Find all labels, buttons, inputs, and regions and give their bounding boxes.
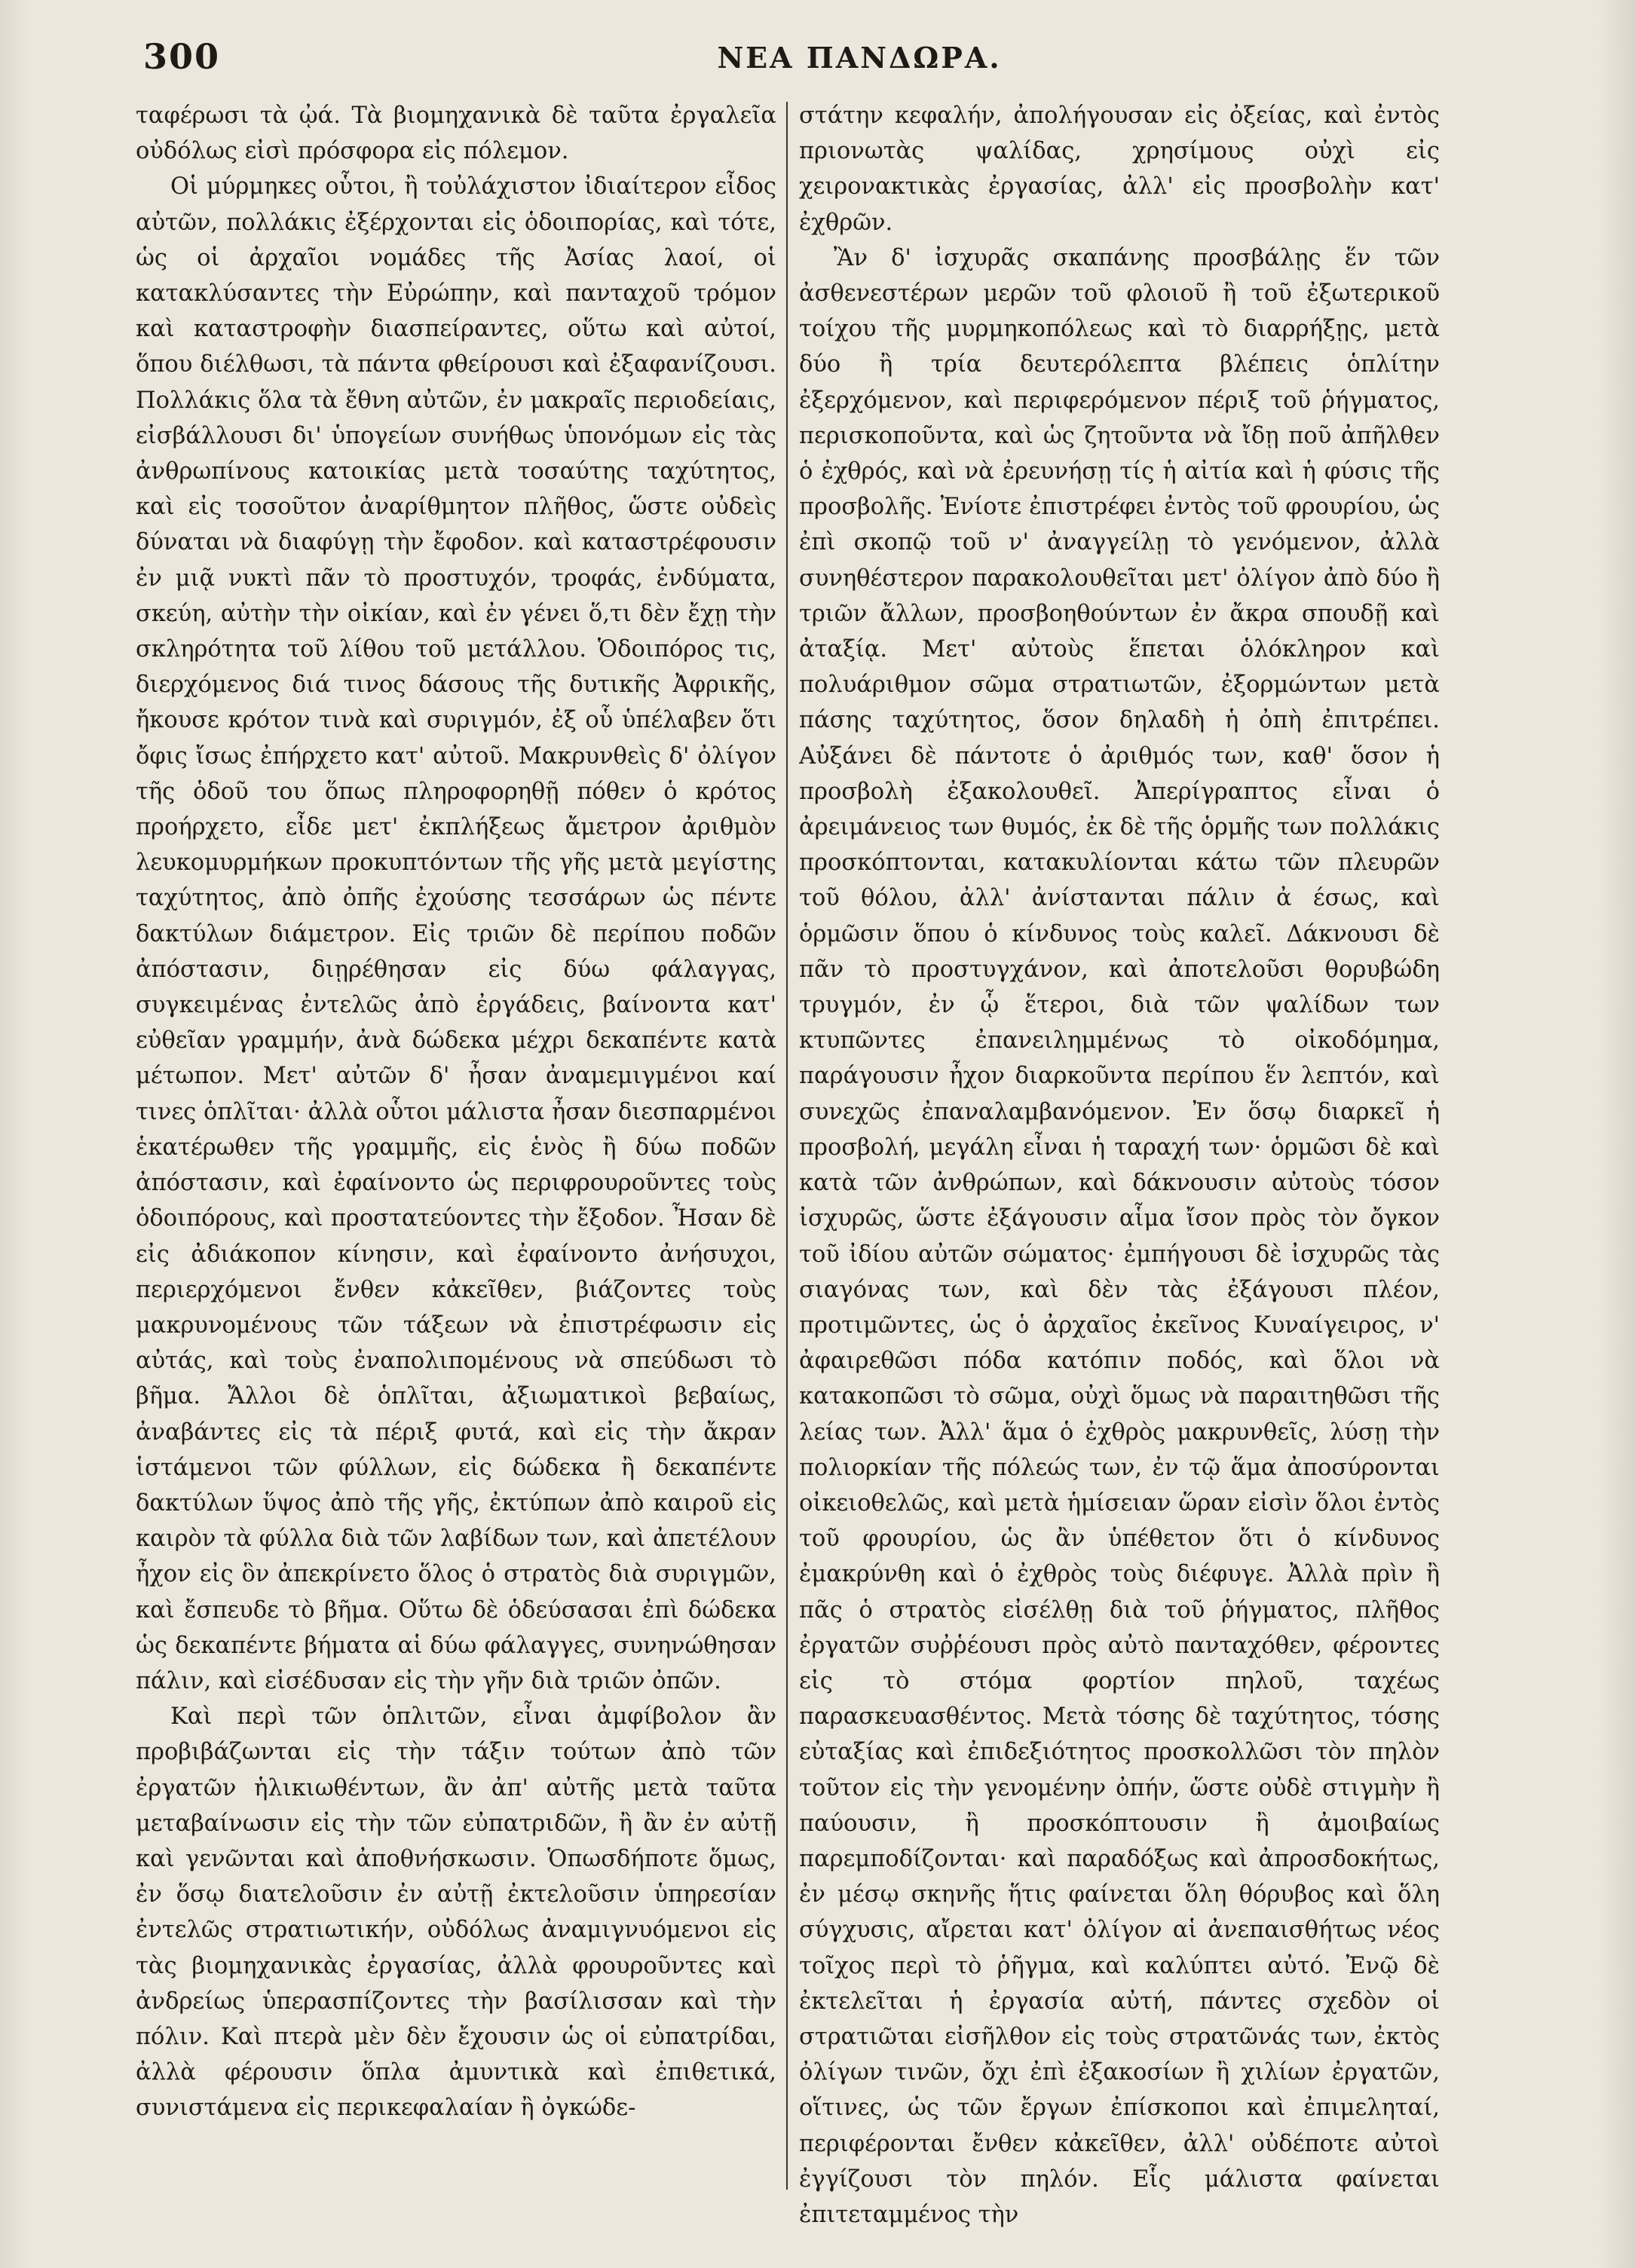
paragraph: Ἂν δ' ἰσχυρᾶς σκαπάνης προσβάλῃς ἕν τῶν ἀσθενεστέρων μερῶν τοῦ φλοιοῦ ἢ τοῦ ἐξωτερικοῦ τοίχου τῆς μυρμηκοπόλεως καὶ τὸ διαρρήξῃς, μετὰ δύο ἢ τρία δευτερόλεπτα βλέπεις ὁπλίτην ἐξερχόμενον, καὶ περιφερόμενον πέριξ τοῦ ῥήγματος, περισκοποῦντα, καὶ ὡς ζητοῦντα νὰ ἴδῃ ποῦ ἀπῆλθεν ὁ ἐχθρός, καὶ νὰ ἐρευνήσῃ τίς ἡ αἰτία καὶ ἡ φύσις τῆς προσβολῆς. Ἐνίοτε ἐπιστρέφει ἐντὸς τοῦ φρουρίου, ὡς ἐπὶ σκοπῷ τοῦ ν' ἀναγγείλῃ τὸ γενόμενον, ἀλλὰ συνηθέστερον παρακολουθεῖται μετ' ὀλίγον ἀπὸ δύο ἢ τριῶν ἄλλων, προσβοηθούντων ἐν ἄκρα σπουδῇ καὶ ἀταξίᾳ. Μετ' αὐτοὺς ἕπεται ὁλόκληρον καὶ πολυάριθμον σῶμα στρατιωτῶν, ἐξορμώντων μετὰ πάσης ταχύτητος, ὅσον δηλαδὴ ἡ ὀπὴ ἐπιτρέπει. Αὐξάνει δὲ πάντοτε ὁ ἀριθμός των, καθ' ὅσον ἡ προσβολὴ ἐξακολουθεῖ. Ἀπερίγραπτος εἶναι ὁ ἀρειμάνειος των θυμός, ἐκ δὲ τῆς ὁρμῆς των πολλάκις προσκόπτονται, κατακυλίονται κάτω τῶν πλευρῶν τοῦ θόλου, ἀλλ' ἀνίστανται πάλιν ἀ έσως, καὶ ὁρμῶσιν ὅπου ὁ κίνδυνος τοὺς καλεῖ. Δάκνουσι δὲ πᾶν τὸ προστυγχάνον, καὶ ἀποτελοῦσι θορυβώδη τρυγμόν, ἐν ᾧ ἕτεροι, διὰ τῶν ψαλίδων των κτυπῶντες ἐπανειλημμένως τὸ οἰκοδόμημα, παράγουσιν ἦχον διαρκοῦντα περίπου ἕν λεπτόν, καὶ συνεχῶς ἐπαναλαμβανόμενον. Ἐν ὅσῳ διαρκεῖ ἡ προσβολή, μεγάλη εἶναι ἡ ταραχή των· ὁρμῶσι δὲ καὶ κατὰ τῶν ἀνθρώπων, καὶ δάκνουσιν αὐτοὺς τόσον ἰσχυρῶς, ὥστε ἐξάγουσιν αἷμα ἴσον πρὸς τὸν ὄγκον τοῦ ἰδίου αὐτῶν σώματος· ἐμπήγουσι δὲ ἰσχυρῶς τὰς σιαγόνας των, καὶ δὲν τὰς ἐξάγουσι πλέον, προτιμῶντες, ὡς ὁ ἀρχαῖος ἐκεῖνος Κυναίγειρος, ν' ἀφαιρεθῶσι πόδα κατόπιν ποδός, καὶ ὅλοι νὰ κατακοπῶσι τὸ σῶμα, οὐχὶ ὅμως νὰ παραιτηθῶσι τῆς λείας των. Ἀλλ' ἅμα ὁ ἐχθρὸς μακρυνθεῖς, λύσῃ τὴν πολιορκίαν τῆς πόλεώς των, ἐν τῷ ἅμα ἀποσύρονται οἰκειοθελῶς, καὶ μετὰ ἡμίσειαν ὥραν εἰσὶν ὅλοι ἐντὸς τοῦ φρουρίου, ὡς ἂν ὑπέθετον ὅτι ὁ κίνδυνος ἐμακρύνθη καὶ ὁ ἐχθρὸς τοὺς διέφυγε. Ἀλλὰ πρὶν ἢ πᾶς ὁ στρατὸς εἰσέλθῃ διὰ τοῦ ῥήγματος, πλῆθος ἐργατῶν συῤῥέουσι πρὸς αὐτὸ πανταχόθεν, φέροντες εἰς τὸ στόμα φορτίον πηλοῦ, ταχέως παρασκευασθέντος. Μετὰ τόσης δὲ ταχύτητος, τόσης εὐταξίας καὶ ἐπιδεξιότητος προσκολλῶσι τὸν πηλὸν τοῦτον εἰς τὴν γενομένην ὀπήν, ὥστε οὐδὲ στιγμὴν ἢ παύουσιν, ἢ προσκόπτουσιν ἢ ἀμοιβαίως παρεμποδίζονται· καὶ παραδόξως καὶ ἀπροσδοκήτως, ἐν μέσῳ σκηνῆς ἥτις φαίνεται ὅλη θόρυβος καὶ ὅλη σύγχυσις, αἴρεται κατ' ὀλίγον αἱ ἀνεπαισθήτως νέος τοῖχος περὶ τὸ ῥῆγμα, καὶ καλύπτει αὐτό. Ἐνῷ δὲ ἐκτελεῖται ἡ ἐργασία αὐτή, πάντες σχεδὸν οἱ στρατιῶται εἰσῆλθον εἰς τοὺς στρατῶνάς των, ἐκτὸς ὀλίγων τινῶν, ὄχι ἐπὶ ἐξακοσίων ἢ χιλίων ἐργατῶν, οἵτινες, ὡς τῶν ἔργων ἐπίσκοποι καὶ ἐπιμεληταί, περιφέρονται ἔνθεν κἀκεῖθεν, ἀλλ' οὐδέποτε αὐτοὶ ἐγγίζουσι τὸν πηλόν. Εἷς μάλιστα φαίνεται ἐπιτεταμμένος τὴν [799,244,1440,2228]
page-header [143,36,1575,96]
column-divider [786,102,788,2190]
paragraph: Οἱ μύρμηκες οὗτοι, ἢ τοὐλάχιστον ἰδιαίτερον εἶδος αὐτῶν, πολλάκις ἐξέρχονται εἰς ὁδοιπορίας, καὶ τότε, ὡς οἱ ἀρχαῖοι νομάδες τῆς Ἀσίας λαοί, οἱ κατακλύσαντες τὴν Εὐρώπην, καὶ πανταχοῦ τρόμον καὶ καταστροφὴν διασπείραντες, οὕτω καὶ αὐτοί, ὅπου διέλθωσι, τὰ πάντα φθείρουσι καὶ ἐξαφανίζουσι. Πολλάκις ὅλα τὰ ἔθνη αὐτῶν, ἐν μακραῖς περιοδείαις, εἰσβάλλουσι δι' ὑπογείων συνήθως ὑπονόμων εἰς τὰς ἀνθρωπίνους κατοικίας μετὰ τοσαύτης ταχύτητος, καὶ εἰς τοσοῦτον ἀναρίθμητον πλῆθος, ὥστε οὐδεὶς δύναται νὰ διαφύγῃ τὴν ἔφοδον. καὶ καταστρέφουσιν ἐν μιᾷ νυκτὶ πᾶν τὸ προστυχόν, τροφάς, ἐνδύματα, σκεύη, αὐτὴν τὴν οἰκίαν, καὶ ἐν γένει ὅ,τι δὲν ἔχῃ τὴν σκληρότητα τοῦ λίθου τοῦ μετάλλου. Ὁδοιπόρος τις, διερχόμενος διά τινος δάσους τῆς δυτικῆς Ἀφρικῆς, ἤκουσε κρότον τινὰ καὶ συριγμόν, ἐξ οὗ ὑπέλαβεν ὅτι ὄφις ἴσως ἐπήρχετο κατ' αὐτοῦ. Μακρυνθεὶς δ' ὀλίγον τῆς ὁδοῦ του ὅπως πληροφορηθῇ πόθεν ὁ κρότος προήρχετο, εἶδε μετ' ἐκπλήξεως ἄμετρον ἀριθμὸν λευκομυρμήκων προκυπτόντων τῆς γῆς μετὰ μεγίστης ταχύτητος, ἀπὸ ὀπῆς ἐχούσης τεσσάρων ὡς πέντε δακτύλων διάμετρον. Εἰς τριῶν δὲ περίπου ποδῶν ἀπόστασιν, διῃρέθησαν εἰς δύω φάλαγγας, συγκειμένας ἐντελῶς ἀπὸ ἐργάδεις, βαίνοντα κατ' εὐθεῖαν γραμμήν, ἀνὰ δώδεκα μέχρι δεκαπέντε κατὰ μέτωπον. Μετ' αὐτῶν δ' ἦσαν ἀναμεμιγμένοι καί τινες ὁπλῖται· ἀλλὰ οὗτοι μάλιστα ἦσαν διεσπαρμένοι ἑκατέρωθεν τῆς γραμμῆς, εἰς ἑνὸς ἢ δύω ποδῶν ἀπόστασιν, καὶ ἐφαίνοντο ὡς περιφρουροῦντες τοὺς ὁδοιπόρους, καὶ προστατεύοντες τὴν ἔξοδον. Ἦσαν δὲ εἰς ἀδιάκοπον κίνησιν, καὶ ἐφαίνοντο ἀνήσυχοι, περιερχόμενοι ἔνθεν κἀκεῖθεν, βιάζοντες τοὺς μακρυνομένους τῶν τάξεων νὰ ἐπιστρέφωσιν εἰς αὐτάς, καὶ τοὺς ἐναπολιπομένους νὰ σπεύδωσι τὸ βῆμα. Ἄλλοι δὲ ὁπλῖται, ἀξιωματικοὶ βεβαίως, ἀναβάντες εἰς τὰ πέριξ φυτά, καὶ εἰς τὴν ἄκραν ἱστάμενοι τῶν φύλλων, εἰς δώδεκα ἢ δεκαπέντε δακτύλων ὕψος ἀπὸ τῆς γῆς, ἐκτύπων ἀπὸ καιροῦ εἰς καιρὸν τὰ φύλλα διὰ τῶν λαβίδων των, καὶ ἀπετέλουν ἦχον εἰς ὃν ἀπεκρίνετο ὅλος ὁ στρατὸς διὰ συριγμῶν, καὶ ἔσπευδε τὸ βῆμα. Οὕτω δὲ ὁδεύσασαι ἐπὶ δώδεκα ὡς δεκαπέντε βήματα αἱ δύω φάλαγγες, συνηνώθησαν πάλιν, καὶ εἰσέδυσαν εἰς τὴν γῆν διὰ τριῶν ὀπῶν. [136,173,776,1694]
running-title: ΝΕΑ ΠΑΝΔΩΡΑ. [717,41,1002,75]
paragraph: Καὶ περὶ τῶν ὁπλιτῶν, εἶναι ἀμφίβολον ἂν προβιβάζωνται εἰς τὴν τάξιν τούτων ἀπὸ τῶν ἐργατῶν ἡλικιωθέντων, ἂν ἀπ' αὐτῆς μετὰ ταῦτα μεταβαίνωσιν εἰς τὴν τῶν εὐπατριδῶν, ἢ ἂν ἐν αὐτῇ καὶ γενῶνται καὶ ἀποθνήσκωσιν. Ὁπωσδήποτε ὅμως, ἐν ὅσῳ διατελοῦσιν ἐν αὐτῇ ἐκτελοῦσιν ὑπηρεσίαν ἐντελῶς στρατιωτικήν, οὐδόλως ἀναμιγνυόμενοι εἰς τὰς βιομηχανικὰς ἐργασίας, ἀλλὰ φρουροῦντες καὶ ἀνδρείως ὑπερασπίζοντες τὴν βασίλισσαν καὶ τὴν πόλιν. Καὶ πτερὰ μὲν δὲν ἔχουσιν ὡς οἱ εὐπατρίδαι, ἀλλὰ φέρουσιν ὅπλα ἀμυντικὰ καὶ ἐπιθετικά, συνιστάμενα εἰς περικεφαλαίαν ἢ ὀγκώδε- [136,1703,776,2122]
left-column [136,98,776,2239]
right-column [799,98,1440,2239]
paragraph: στάτην κεφαλήν, ἀπολήγουσαν εἰς ὀξείας, καὶ ἐντὸς πριονωτὰς ψαλίδας, χρησίμους οὐχὶ εἰς χειρονακτικὰς ἐργασίας, ἀλλ' εἰς προσβολὴν κατ' ἐχθρῶν. [799,103,1440,236]
page-number: 300 [143,36,221,77]
paragraph: ταφέρωσι τὰ ᾠά. Τὰ βιομηχανικὰ δὲ ταῦτα ἐργαλεῖα οὐδόλως εἰσὶ πρόσφορα εἰς πόλεμον. [136,103,776,165]
